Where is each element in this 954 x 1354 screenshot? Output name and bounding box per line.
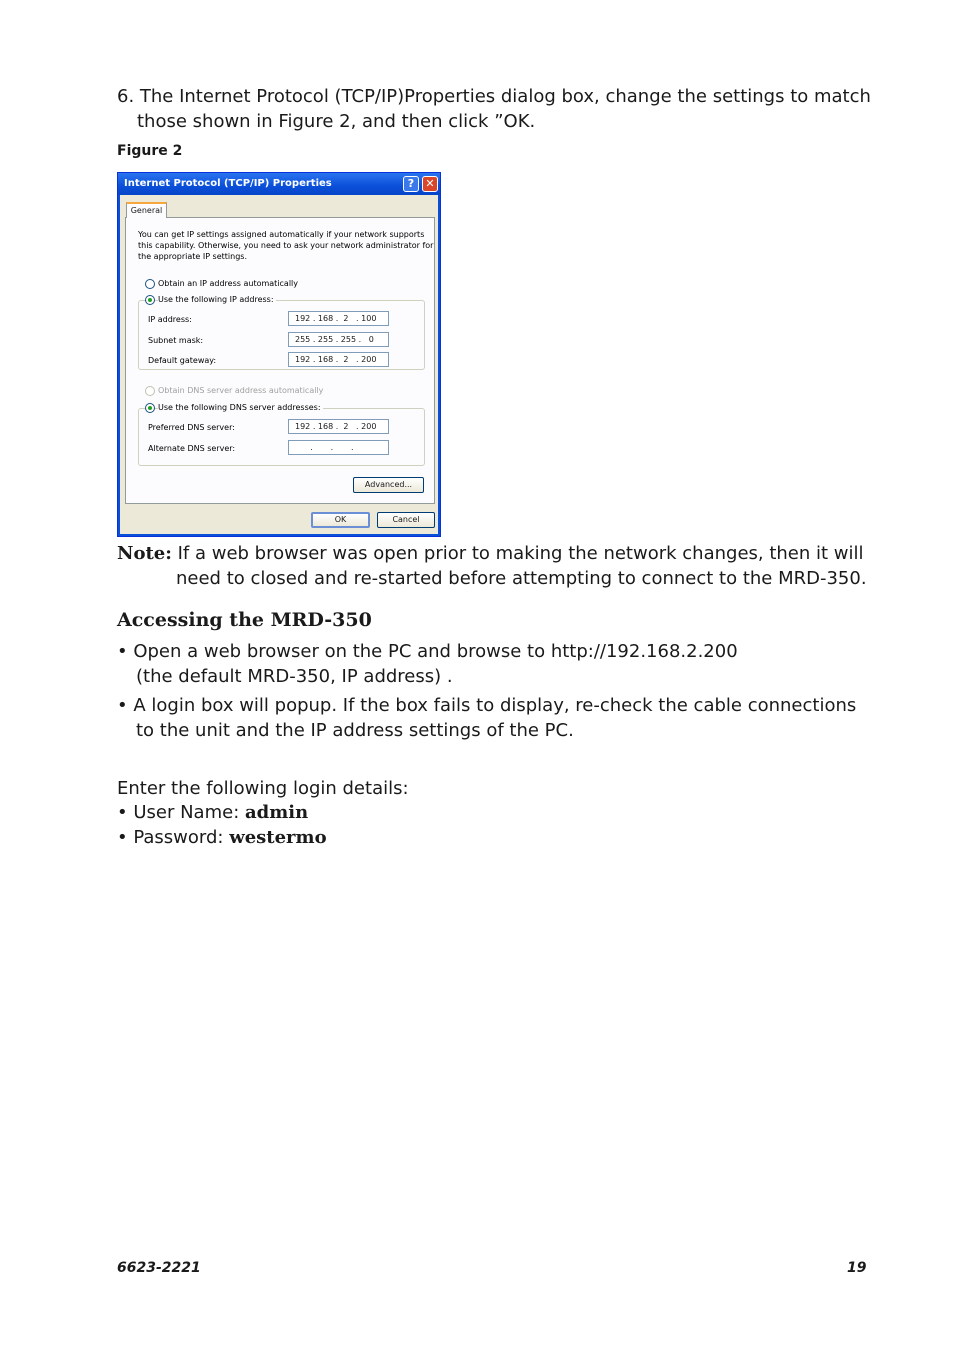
close-icon[interactable]: ✕ <box>422 176 438 192</box>
login-password <box>117 825 327 850</box>
bullet-login-line-2: to the unit and the IP address settings of the PC. <box>136 720 574 741</box>
tab-general[interactable]: General <box>126 202 167 218</box>
bullet-browse <box>117 639 738 689</box>
note-label: Note: <box>117 543 172 564</box>
use-ip-radio[interactable] <box>145 295 155 305</box>
ip-address-input[interactable]: 192 . 168 . 2 . 100 <box>288 311 389 326</box>
use-dns-radio[interactable] <box>145 403 155 413</box>
doc-number: 6623-2221 <box>117 1260 201 1276</box>
section-heading: Accessing the MRD-350 <box>117 609 372 631</box>
note-line-2: need to closed and re-started before attempting to connect to the MRD-350. <box>176 568 867 589</box>
obtain-dns-label[interactable]: Obtain DNS server address automatically <box>158 386 324 395</box>
dns-group <box>138 408 425 466</box>
tcpip-properties-dialog <box>117 172 441 537</box>
bullet-browse-line-2: (the default MRD-350, IP address) . <box>136 666 453 687</box>
page-number: 19 <box>847 1260 867 1276</box>
cancel-button[interactable]: Cancel <box>377 512 435 528</box>
username-prefix: • User Name: <box>117 802 245 823</box>
obtain-dns-radio[interactable] <box>145 386 155 396</box>
advanced-button[interactable]: Advanced... <box>353 477 424 493</box>
step-6-line-2: those shown in Figure 2, and then click ”OK. <box>137 111 536 132</box>
intro-line-2: this capability. Otherwise, you need to ask your network administrator for <box>138 241 434 250</box>
alternate-dns-input[interactable]: . . . <box>288 440 389 455</box>
note-paragraph <box>117 541 867 591</box>
obtain-ip-label[interactable]: Obtain an IP address automatically <box>158 279 299 288</box>
password-value: westermo <box>229 827 327 848</box>
subnet-mask-label: Subnet mask: <box>148 336 204 345</box>
use-ip-label[interactable]: Use the following IP address: <box>158 295 274 304</box>
intro-line-3: the appropriate IP settings. <box>138 252 248 261</box>
dialog-body <box>120 195 438 534</box>
ip-address-label: IP address: <box>148 315 192 324</box>
default-gateway-label: Default gateway: <box>148 356 217 365</box>
ok-button[interactable]: OK <box>311 512 370 528</box>
alternate-dns-label: Alternate DNS server: <box>148 444 236 453</box>
step-6-line-1: 6. The Internet Protocol (TCP/IP)Properties dialog box, change the settings to match <box>117 86 871 107</box>
obtain-ip-radio[interactable] <box>145 279 155 289</box>
intro-line-1: You can get IP settings assigned automatically if your network supports <box>138 230 425 239</box>
dialog-title: Internet Protocol (TCP/IP) Properties <box>124 178 332 189</box>
login-intro: Enter the following login details: <box>117 778 409 799</box>
figure-label: Figure 2 <box>117 143 183 159</box>
password-prefix: • Password: <box>117 827 230 848</box>
general-panel <box>125 217 435 504</box>
subnet-mask-input[interactable]: 255 . 255 . 255 . 0 <box>288 332 389 347</box>
bullet-browse-line-1: • Open a web browser on the PC and browse to http://192.168.2.200 <box>117 641 738 662</box>
help-icon[interactable]: ? <box>403 176 419 192</box>
step-6-text <box>117 84 871 134</box>
default-gateway-input[interactable]: 192 . 168 . 2 . 200 <box>288 352 389 367</box>
username-value: admin <box>244 802 309 823</box>
preferred-dns-label: Preferred DNS server: <box>148 423 235 432</box>
dialog-title-bar <box>118 173 440 195</box>
bullet-login-box <box>117 693 856 743</box>
use-dns-label[interactable]: Use the following DNS server addresses: <box>158 403 321 412</box>
note-line-1: If a web browser was open prior to making the network changes, then it will <box>171 543 864 564</box>
login-username <box>117 800 308 825</box>
bullet-login-line-1: • A login box will popup. If the box fails to display, re-check the cable connections <box>117 695 857 716</box>
preferred-dns-input[interactable]: 192 . 168 . 2 . 200 <box>288 419 389 434</box>
